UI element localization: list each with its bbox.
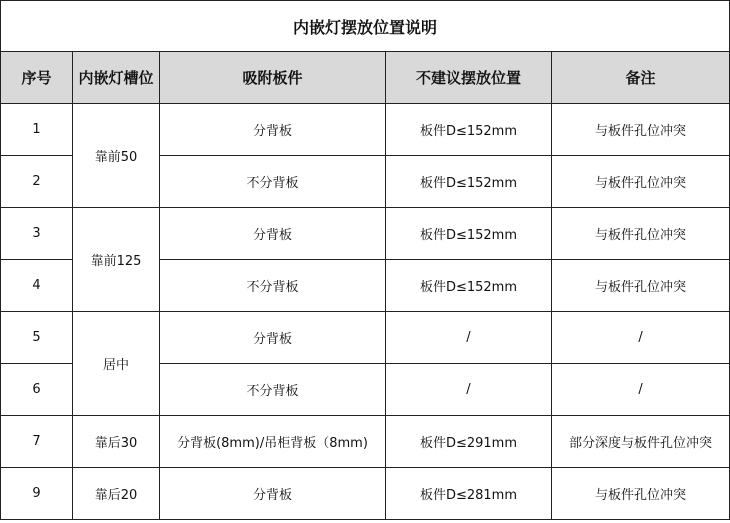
note-cell: 与板件孔位冲突 [552,156,730,208]
header-slot: 内嵌灯槽位 [73,52,160,104]
position-cell: 板件D≤152mm [386,104,552,156]
slot-cell: 靠后30 [73,416,160,468]
position-cell: 板件D≤291mm [386,416,552,468]
seq-cell: 6 [1,364,73,416]
position-cell: / [386,364,552,416]
slot-cell: 靠前50 [73,104,160,208]
seq-cell: 2 [1,156,73,208]
table-row [1,312,730,364]
seq-cell: 1 [1,104,73,156]
table-row [1,468,730,520]
position-cell: 板件D≤152mm [386,208,552,260]
header-note: 备注 [552,52,730,104]
note-cell: / [552,364,730,416]
position-cell: 板件D≤152mm [386,260,552,312]
header-seq: 序号 [1,52,73,104]
slot-cell: 靠后20 [73,468,160,520]
panel-cell: 分背板 [160,312,386,364]
seq-cell: 4 [1,260,73,312]
note-cell: 与板件孔位冲突 [552,468,730,520]
seq-cell: 3 [1,208,73,260]
table-row [1,416,730,468]
note-cell: 与板件孔位冲突 [552,104,730,156]
panel-cell: 分背板 [160,104,386,156]
seq-cell: 5 [1,312,73,364]
table-title: 内嵌灯摆放位置说明 [1,1,730,52]
panel-cell: 分背板 [160,208,386,260]
title-row [1,1,730,52]
panel-cell: 不分背板 [160,260,386,312]
panel-cell: 不分背板 [160,156,386,208]
table-row [1,208,730,260]
position-cell: / [386,312,552,364]
panel-cell: 分背板(8mm)/吊柜背板（8mm) [160,416,386,468]
slot-cell: 靠前125 [73,208,160,312]
panel-cell: 分背板 [160,468,386,520]
note-cell: 与板件孔位冲突 [552,208,730,260]
position-cell: 板件D≤152mm [386,156,552,208]
position-cell: 板件D≤281mm [386,468,552,520]
header-row [1,52,730,104]
note-cell: 部分深度与板件孔位冲突 [552,416,730,468]
header-position: 不建议摆放位置 [386,52,552,104]
panel-cell: 不分背板 [160,364,386,416]
seq-cell: 7 [1,416,73,468]
table-row [1,104,730,156]
header-panel: 吸附板件 [160,52,386,104]
note-cell: / [552,312,730,364]
note-cell: 与板件孔位冲突 [552,260,730,312]
seq-cell: 9 [1,468,73,520]
slot-cell: 居中 [73,312,160,416]
